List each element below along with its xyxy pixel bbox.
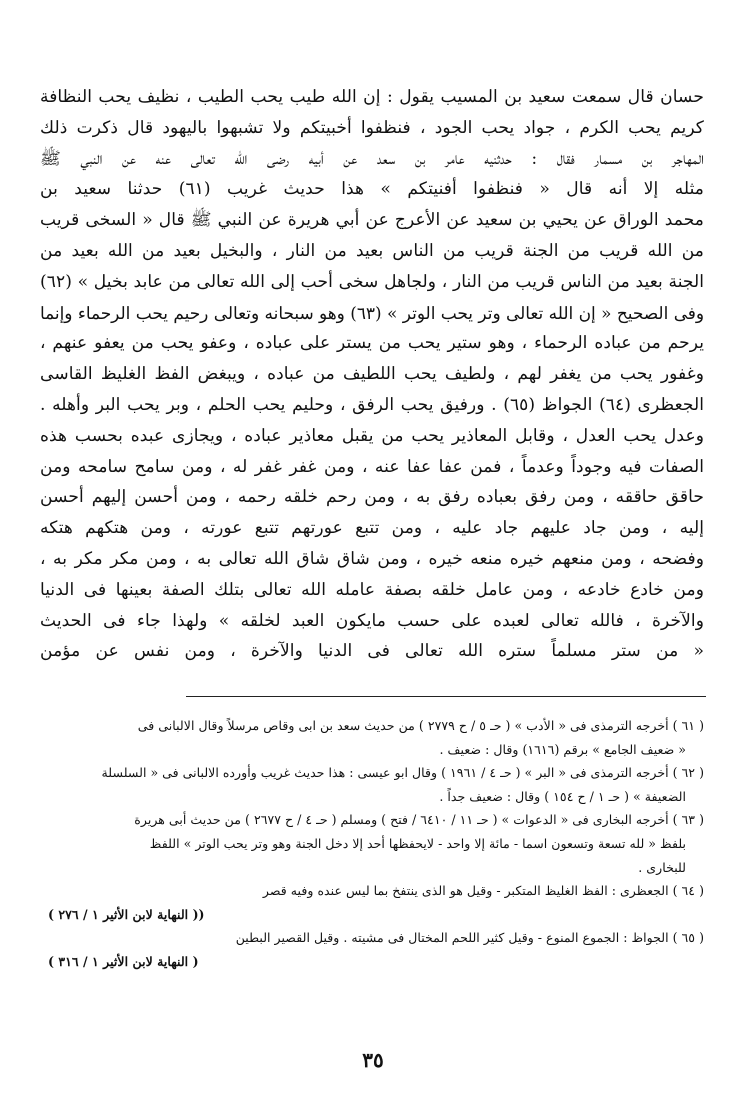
footnote-line: ( ٦٣ ) أخرجه البخارى فى « الدعوات » ( حـ ١١ / ٦٤١٠ / فتح ) ومسلم ( حـ ٤ / ح ٢٦٧٧ ) من حديث أبى هريرة [134,812,704,828]
text-line: يرحم من عباده الرحماء ، وهو ستير يحب من يستر على عباده ، وعفو يحب من يعفو عنهم ، [40,333,704,354]
footnote-64 [48,879,704,926]
text-line: المهاجر بن مسمار فقال : حدثنيه عامر بن سعد عن أبيه رضى الله تعالى عنه عن النبي ﷺ [40,148,704,169]
text-line: مثله إلا أنه قال « فنظفوا أفنيتكم » هذا حديث غريب (٦١) حدثنا سعيد بن [40,179,704,200]
text-line: وفى الصحيح « إن الله تعالى وتر يحب الوتر » (٦٣) وهو سبحانه وتعالى رحيم يحب الرحماء وإنما [40,302,704,323]
footnote-61 [48,714,704,761]
footnote-reference: ( النهاية لابن الأثير ١ / ٣١٦ ) [48,953,199,969]
footnote-62 [48,761,704,808]
text-line: إليه ، ومن جاد عليهم جاد عليه ، ومن تتبع عورتهم تتبع عورته ، ومن هتكهم هتكه [40,518,704,539]
footnote-line: ( ٦١ ) أخرجه الترمذى فى « الأدب » ( حـ ٥ / ح ٢٧٧٩ ) من حديث سعد بن ابى وقاص مرسلاً وقال الالبانى فى [137,718,704,733]
footnote-line: بلفظ « لله تسعة وتسعون اسما - مائة إلا واحد - لايحفظها أحد إلا دخل الجنة وهو وتر يحب الوتر » اللفظ [149,835,686,851]
footnote-reference: (( النهاية لابن الأثير ١ / ٢٧٦ ) [48,906,205,922]
footnote-line: « ضعيف الجامع » برقم (١٦١٦) وقال : ضعيف . [439,741,686,757]
footnote-line: الضعيفة » ( حـ ١ / ح ١٥٤ ) وقال : ضعيف جداً . [439,788,686,804]
page-number: ٣٥ [362,1048,384,1072]
text-line: ومن خادع خادعه ، ومن عامل خلقه بصفة عامله الله تعالى بتلك الصفة بعينها فى الدنيا [40,579,704,600]
footnotes [48,714,704,974]
text-line: حاقق حاققه ، ومن رفق بعباده رفق به ، ومن رحم خلقه رحمه ، ومن أحسن إليهم أحسن [40,487,704,508]
text-line: حسان قال سمعت سعيد بن المسيب يقول : إن الله طيب يحب الطيب ، نظيف يحب النظافة [40,87,704,107]
text-line: الجعظرى (٦٤) الجواظ (٦٥) . ورفيق يحب الرفق ، وحليم يحب الحلم ، وبر يحب البر وأهله . [40,394,704,415]
footnote-line: ( ٦٢ ) أخرجه الترمذى فى « البر » ( حـ ٤ / ١٩٦١ ) وقال ابو عيسى : هذا حديث غريب وأورده الالبانى فى « السلسلة [101,765,704,781]
text-line: الصفات فيه وجوداً وعدماً ، فمن عفا عفا عنه ، ومن غفر غفر له ، ومن سامح سامحه ومن [40,456,704,477]
text-line: محمد الوراق عن يحيي بن سعيد عن الأعرج عن أبي هريرة عن النبي ﷺ قال « السخى قريب [40,210,704,231]
footnote-63 [48,808,704,879]
text-line: وعدل يحب العدل ، وقابل المعاذير يحب من يقبل معاذير عباده ، ويجازى عبده بحسب هذه [40,425,704,446]
text-line: وغفور يحب من يغفر لهم ، ولطيف يحب اللطيف من عباده ، ويبغض الفظ الغليظ القاسى [40,364,704,385]
footnote-line: ( ٦٥ ) الجواظ : الجموع المنوع - وقيل كثير اللحم المختال فى مشيته . وقيل القصير البطين [235,930,704,946]
text-line: كريم يحب الكرم ، جواد يحب الجود ، فنظفوا أخبيتكم ولا تشبهوا باليهود قال ذكرت ذلك [40,117,704,138]
footnote-line: للبخارى . [638,859,686,875]
footnote-line: ( ٦٤ ) الجعظرى : الفظ الغليظ المتكبر - وقيل هو الذى ينتفخ بما ليس عنده وفيه قصر [262,883,704,899]
text-line: من الله قريب من الجنة قريب من الناس بعيد من النار ، والبخيل بعيد من الله بعيد من [40,240,704,261]
footnote-divider [186,696,706,697]
text-line: « من ستر مسلماً ستره الله تعالى فى الدنيا والآخرة ، ومن نفس عن مؤمن [40,641,704,662]
text-line: وفضحه ، ومن منعهم خيره منعه خيره ، ومن شاق شاق الله تعالى به ، ومن مكر مكر به ، [40,548,704,569]
text-line: والآخرة ، فالله تعالى لعبده على حسب مايكون العبد لخلقه » ولهذا جاء فى الحديث [40,610,704,631]
footnote-65 [48,926,704,973]
main-text [40,82,704,667]
text-line: الجنة بعيد من الناس قريب من النار ، ولجاهل سخى أحب إلى الله تعالى من عابد بخيل » (٦٢) [40,271,704,292]
